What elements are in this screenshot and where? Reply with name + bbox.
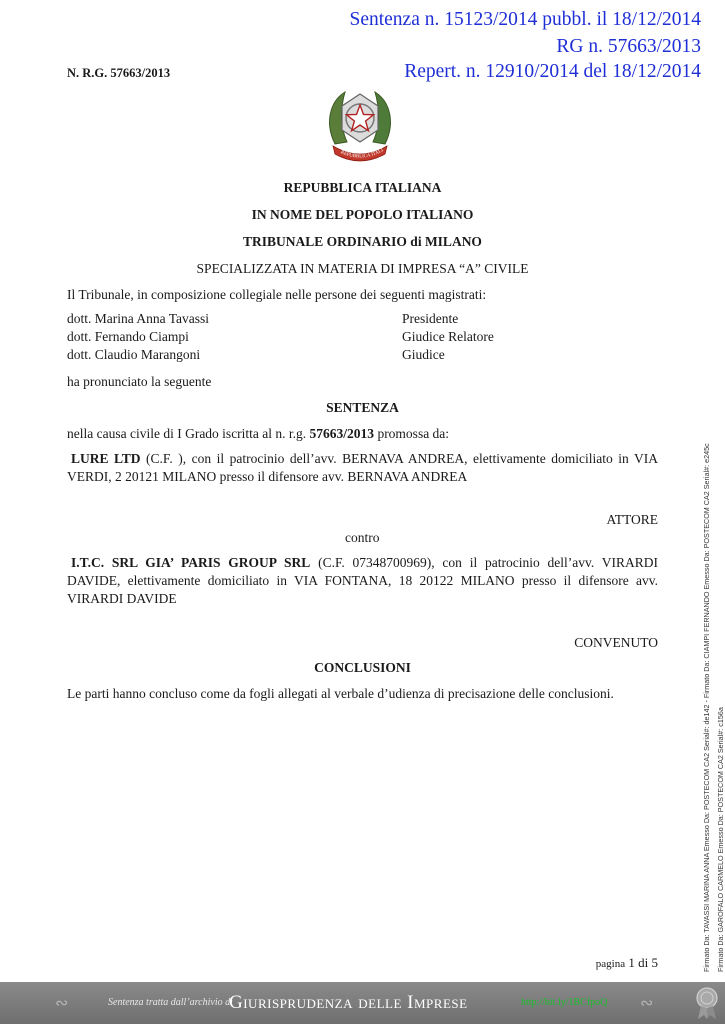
nrg-number: N. R.G. 57663/2013	[67, 66, 171, 80]
cause-suffix: promossa da:	[374, 426, 450, 441]
intro-text: Il Tribunale, in composizione collegiale nelle persone dei seguenti magistrati:	[67, 287, 487, 302]
footer-url-link[interactable]: http://bit.ly/1BCfpoQ	[521, 997, 608, 1008]
pronounced-text: ha pronunciato la seguente	[67, 374, 212, 389]
plaintiff-paragraph	[67, 450, 658, 486]
judges-list	[67, 310, 658, 364]
cause-line	[67, 425, 449, 443]
page-label: pagina	[595, 958, 626, 970]
signature-line-2: Firmato Da: GAROFALO CARMELO Emesso Da: POSTECOM CA2 Serial#: c156a	[716, 707, 725, 972]
ornament-left-icon: ∾	[55, 995, 69, 1012]
cause-number: 57663/2013	[309, 426, 375, 441]
cause-prefix: nella causa civile di I Grado iscritta al n. r.g.	[67, 426, 310, 441]
page-separator: di	[638, 955, 649, 970]
seal-badge-icon	[694, 986, 720, 1020]
plaintiff-role: ATTORE	[606, 512, 658, 527]
judge-role: Presidente	[402, 311, 459, 326]
stamp-sentenza: Sentenza n. 15123/2014 pubbl. il 18/12/2014	[349, 9, 701, 30]
judge-name: dott. Fernando Ciampi	[67, 329, 189, 344]
contro-text: contro	[345, 530, 380, 545]
stamp-repert: Repert. n. 12910/2014 del 18/12/2014	[404, 61, 701, 82]
defendant-name: I.T.C. SRL GIA’ PARIS GROUP SRL	[71, 555, 311, 570]
title-nome-popolo: IN NOME DEL POPOLO ITALIANO	[251, 207, 474, 222]
defendant-role: CONVENUTO	[574, 635, 658, 650]
footer-brand: Giurisprudenza delle Imprese	[229, 992, 468, 1013]
judge-row	[67, 346, 658, 364]
signature-line-1: Firmato Da: TAVASSI MARINA ANNA Emesso Da: POSTECOM CA2 Serial#: de142 - Firmato Da: CIAMPI FERNANDO Emesso Da: POSTECOM CA2 Serial#: e245c	[702, 443, 711, 972]
page-current: 1	[628, 955, 635, 970]
judge-name: dott. Marina Anna Tavassi	[67, 311, 210, 326]
page-number	[596, 955, 658, 971]
judge-name: dott. Claudio Marangoni	[67, 347, 201, 362]
conclusions-heading: CONCLUSIONI	[314, 660, 411, 675]
plaintiff-details: (C.F. ), con il patrocinio dell’avv. BERNAVA ANDREA, elettivamente domiciliato in VIA VERDI, 2 20121 MILANO presso il difensore avv. BERNAVA ANDREA	[67, 451, 658, 484]
title-tribunale: TRIBUNALE ORDINARIO di MILANO	[243, 234, 482, 249]
footer-banner	[0, 982, 725, 1024]
judge-role: Giudice Relatore	[402, 329, 494, 344]
sentenza-heading: SENTENZA	[326, 400, 399, 415]
title-specializzata: SPECIALIZZATA IN MATERIA DI IMPRESA “A” CIVILE	[196, 261, 529, 276]
ornament-right-icon: ∾	[640, 995, 654, 1012]
emblem-motto: REPUBBLICA ITALI	[339, 148, 385, 160]
judge-row	[67, 328, 658, 346]
footer-source: Sentenza tratta dall’archivio di	[108, 997, 233, 1008]
title-repubblica: REPUBBLICA ITALIANA	[283, 180, 442, 195]
stamp-rg: RG n. 57663/2013	[556, 36, 701, 57]
defendant-paragraph	[67, 554, 658, 608]
judge-row	[67, 310, 658, 328]
italian-republic-emblem-icon	[325, 84, 395, 166]
conclusions-text: Le parti hanno concluso come da fogli allegati al verbale d’udienza di precisazione delle conclusioni.	[67, 686, 614, 701]
page-total: 5	[651, 955, 658, 970]
plaintiff-name: LURE LTD	[71, 451, 141, 466]
judge-role: Giudice	[402, 347, 445, 362]
defendant-details: (C.F. 07348700969), con il patrocinio dell’avv. VIRARDI DAVIDE, elettivamente domiciliato in VIA FONTANA, 18 20122 MILANO presso il difensore avv. VIRARDI DAVIDE	[67, 555, 658, 606]
